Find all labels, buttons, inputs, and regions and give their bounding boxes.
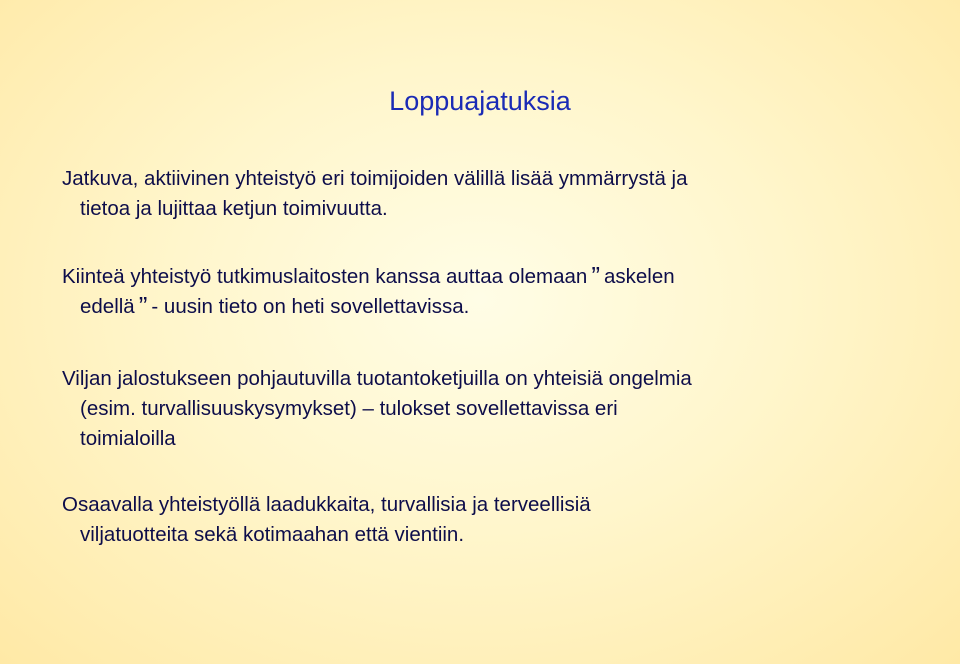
paragraph-3-line-1: Viljan jalostukseen pohjautuvilla tuotantoketjuilla on yhteisiä ongelmia [62,367,692,390]
paragraph-2-line-1-quoted: askelen [604,265,675,288]
opening-quote-mark: ” [591,261,600,291]
paragraph-3-line-2: (esim. turvallisuuskysymykset) – tulokset sovellettavissa eri [80,397,618,420]
paragraph-1-line-2: tietoa ja lujittaa ketjun toimivuutta. [80,197,388,220]
paragraph-2-line-1 [62,262,902,292]
bullet-paragraph-1 [62,164,902,224]
paragraph-4-line-1: Osaavalla yhteistyöllä laadukkaita, turvallisia ja terveellisiä [62,493,591,516]
paragraph-2-line-1-text: Kiinteä yhteistyö tutkimuslaitosten kanssa auttaa olemaan [62,265,588,288]
bullet-paragraph-2 [62,262,902,322]
paragraph-2-line-2 [62,292,902,322]
bullet-paragraph-4 [62,490,902,550]
paragraph-4-line-2: viljatuotteita sekä kotimaahan että vientiin. [80,523,465,546]
closing-quote-mark: ” [138,291,148,321]
bullet-paragraph-3 [62,364,902,454]
paragraph-2-line-2-quoted: edellä [80,295,135,318]
paragraph-1-line-1: Jatkuva, aktiivinen yhteistyö eri toimijoiden välillä lisää ymmärrystä ja [62,167,688,190]
slide-title-text: Loppuajatuksia [389,86,571,116]
paragraph-3-line-3: toimialoilla [80,427,176,450]
paragraph-2-line-2-text: - uusin tieto on heti sovellettavissa. [151,295,470,318]
slide-title [0,86,960,117]
